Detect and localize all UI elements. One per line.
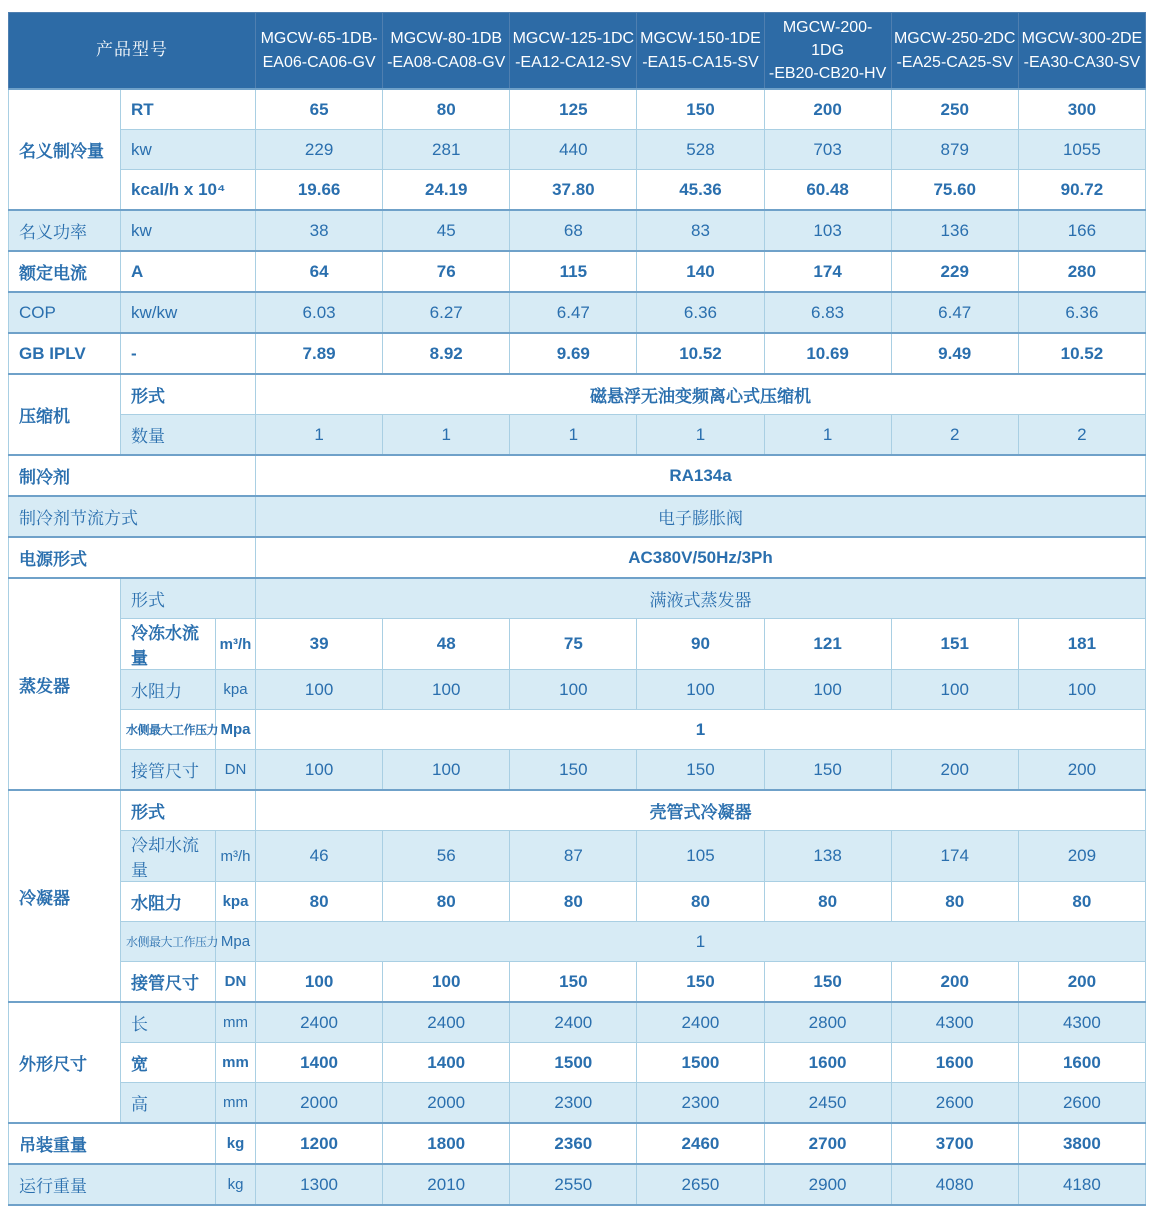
category-cell: 压缩机 — [9, 374, 121, 455]
table-row — [9, 831, 1146, 882]
value-cell: 2400 — [510, 1002, 637, 1043]
value-cell: 103 — [764, 210, 891, 251]
value-cell: 46 — [256, 831, 383, 882]
table-row — [9, 374, 1146, 415]
value-cell: 1600 — [891, 1043, 1018, 1083]
value-cell: 1600 — [764, 1043, 891, 1083]
value-cell: 150 — [510, 750, 637, 791]
value-cell: 125 — [510, 89, 637, 130]
table-row — [9, 292, 1146, 333]
table-row — [9, 455, 1146, 496]
value-cell: 150 — [637, 962, 764, 1003]
table-row — [9, 750, 1146, 791]
value-cell: 2450 — [764, 1083, 891, 1124]
value-cell: 209 — [1018, 831, 1145, 882]
row-label: 宽 — [121, 1043, 216, 1083]
value-cell: 1500 — [637, 1043, 764, 1083]
value-cell: 2460 — [637, 1123, 764, 1164]
unit-cell: Mpa — [216, 710, 256, 750]
value-cell: 2 — [1018, 415, 1145, 456]
unit-cell: DN — [216, 750, 256, 791]
value-cell: 138 — [764, 831, 891, 882]
model-name-line: MGCW-80-1DB — [390, 30, 503, 48]
unit-cell: A — [121, 251, 256, 292]
model-name-line: MGCW-250-2DC — [893, 30, 1016, 48]
value-cell: 1 — [256, 415, 383, 456]
value-cell: 100 — [256, 750, 383, 791]
model-name-line: -EA30-CA30-SV — [1023, 53, 1141, 71]
value-cell: 1600 — [1018, 1043, 1145, 1083]
value-cell: 181 — [1018, 619, 1145, 670]
value-cell: 2800 — [764, 1002, 891, 1043]
value-cell: 2400 — [256, 1002, 383, 1043]
value-cell: 37.80 — [510, 170, 637, 211]
value-cell: 1800 — [383, 1123, 510, 1164]
value-cell: 100 — [383, 962, 510, 1003]
value-cell: 64 — [256, 251, 383, 292]
unit-cell: kpa — [216, 882, 256, 922]
value-cell: 280 — [1018, 251, 1145, 292]
row-label: 水阻力 — [121, 670, 216, 710]
value-cell: 3700 — [891, 1123, 1018, 1164]
table-row — [9, 333, 1146, 374]
unit-cell: kw/kw — [121, 292, 256, 333]
unit-cell: mm — [216, 1083, 256, 1124]
value-cell: 6.27 — [383, 292, 510, 333]
value-cell: 100 — [383, 750, 510, 791]
table-row — [9, 170, 1146, 211]
value-cell: 136 — [891, 210, 1018, 251]
value-cell: 200 — [891, 962, 1018, 1003]
product-spec-table-wrap — [8, 12, 1146, 1206]
value-cell: 105 — [637, 831, 764, 882]
table-row — [9, 496, 1146, 537]
value-cell: 1500 — [510, 1043, 637, 1083]
value-cell: 879 — [891, 130, 1018, 170]
value-cell: 150 — [764, 750, 891, 791]
product-model-label: 产品型号 — [9, 13, 256, 90]
value-cell: 6.03 — [256, 292, 383, 333]
row-label: 制冷剂 — [9, 455, 256, 496]
value-cell: 80 — [383, 882, 510, 922]
model-header-5 — [891, 13, 1018, 90]
value-cell: 2360 — [510, 1123, 637, 1164]
value-cell: 150 — [637, 89, 764, 130]
model-name-line: MGCW-125-1DC — [512, 30, 635, 48]
value-cell: 80 — [891, 882, 1018, 922]
value-cell: 100 — [383, 670, 510, 710]
row-label: 水阻力 — [121, 882, 216, 922]
table-row — [9, 251, 1146, 292]
row-label: 吊装重量 — [9, 1123, 216, 1164]
table-row — [9, 962, 1146, 1003]
value-cell: 300 — [1018, 89, 1145, 130]
value-cell: 2400 — [637, 1002, 764, 1043]
model-name-line: EA06-CA06-GV — [262, 53, 376, 71]
category-cell: 冷凝器 — [9, 790, 121, 1002]
table-row — [9, 1164, 1146, 1205]
unit-cell: mm — [216, 1002, 256, 1043]
unit-cell: kpa — [216, 670, 256, 710]
unit-cell: m³/h — [216, 619, 256, 670]
value-cell: 45 — [383, 210, 510, 251]
row-label: 运行重量 — [9, 1164, 216, 1205]
unit-cell: DN — [216, 962, 256, 1003]
value-cell: 100 — [510, 670, 637, 710]
value-cell: 2300 — [637, 1083, 764, 1124]
value-cell: 200 — [1018, 750, 1145, 791]
value-cell: 24.19 — [383, 170, 510, 211]
value-cell: 80 — [637, 882, 764, 922]
table-row — [9, 537, 1146, 578]
value-cell: 2550 — [510, 1164, 637, 1205]
value-cell: 1 — [764, 415, 891, 456]
value-cell: 7.89 — [256, 333, 383, 374]
value-cell: 100 — [637, 670, 764, 710]
category-cell: 外形尺寸 — [9, 1002, 121, 1123]
value-cell: 9.49 — [891, 333, 1018, 374]
value-cell: 150 — [637, 750, 764, 791]
row-label: 数量 — [121, 415, 256, 456]
value-cell: 2400 — [383, 1002, 510, 1043]
value-cell: 1 — [383, 415, 510, 456]
value-cell: 2000 — [256, 1083, 383, 1124]
table-row — [9, 1043, 1146, 1083]
table-row — [9, 710, 1146, 750]
value-cell: 1 — [637, 415, 764, 456]
value-cell: 48 — [383, 619, 510, 670]
value-cell: 140 — [637, 251, 764, 292]
value-cell: 56 — [383, 831, 510, 882]
value-cell: 1400 — [383, 1043, 510, 1083]
value-cell: 2650 — [637, 1164, 764, 1205]
value-cell: 1200 — [256, 1123, 383, 1164]
model-name-line: -EA25-CA25-SV — [896, 53, 1013, 71]
span-value-cell: AC380V/50Hz/3Ph — [256, 537, 1146, 578]
value-cell: 75 — [510, 619, 637, 670]
model-header-4 — [764, 13, 891, 90]
row-label: 额定电流 — [9, 251, 121, 292]
value-cell: 200 — [1018, 962, 1145, 1003]
value-cell: 6.47 — [891, 292, 1018, 333]
value-cell: 80 — [256, 882, 383, 922]
row-label: RT — [121, 89, 256, 130]
value-cell: 68 — [510, 210, 637, 251]
value-cell: 87 — [510, 831, 637, 882]
header-row — [9, 13, 1146, 90]
unit-cell: kg — [216, 1164, 256, 1205]
value-cell: 60.48 — [764, 170, 891, 211]
row-label: GB IPLV — [9, 333, 121, 374]
model-name-line: MGCW-300-2DE — [1021, 30, 1143, 48]
table-row — [9, 578, 1146, 619]
value-cell: 150 — [764, 962, 891, 1003]
value-cell: 45.36 — [637, 170, 764, 211]
value-cell: 90.72 — [1018, 170, 1145, 211]
row-label: 电源形式 — [9, 537, 256, 578]
row-label: 接管尺寸 — [121, 962, 216, 1003]
value-cell: 6.36 — [637, 292, 764, 333]
row-label: kw — [121, 130, 256, 170]
span-value-cell: 磁悬浮无油变频离心式压缩机 — [256, 374, 1146, 415]
value-cell: 80 — [510, 882, 637, 922]
value-cell: 229 — [256, 130, 383, 170]
value-cell: 10.52 — [1018, 333, 1145, 374]
row-label: kcal/h x 10⁴ — [121, 170, 256, 211]
unit-cell: mm — [216, 1043, 256, 1083]
span-value-cell: 满液式蒸发器 — [256, 578, 1146, 619]
value-cell: 38 — [256, 210, 383, 251]
unit-cell: - — [121, 333, 256, 374]
row-label: 形式 — [121, 578, 256, 619]
value-cell: 440 — [510, 130, 637, 170]
model-name-line: MGCW-200-1DG — [782, 18, 873, 59]
value-cell: 528 — [637, 130, 764, 170]
row-label: 冷冻水流量 — [121, 619, 216, 670]
span-value-cell: 1 — [256, 922, 1146, 962]
value-cell: 1055 — [1018, 130, 1145, 170]
value-cell: 4080 — [891, 1164, 1018, 1205]
model-header-2 — [510, 13, 637, 90]
value-cell: 150 — [510, 962, 637, 1003]
value-cell: 100 — [1018, 670, 1145, 710]
value-cell: 4180 — [1018, 1164, 1145, 1205]
value-cell: 80 — [1018, 882, 1145, 922]
value-cell: 8.92 — [383, 333, 510, 374]
unit-cell: Mpa — [216, 922, 256, 962]
value-cell: 703 — [764, 130, 891, 170]
row-label: 接管尺寸 — [121, 750, 216, 791]
row-label: 冷却水流量 — [121, 831, 216, 882]
value-cell: 6.83 — [764, 292, 891, 333]
value-cell: 174 — [764, 251, 891, 292]
value-cell: 174 — [891, 831, 1018, 882]
row-label: 名义功率 — [9, 210, 121, 251]
row-label: 水侧最大工作压力 — [121, 922, 216, 962]
value-cell: 200 — [764, 89, 891, 130]
model-name-line: MGCW-65-1DB- — [260, 30, 378, 48]
value-cell: 39 — [256, 619, 383, 670]
category-cell: 名义制冷量 — [9, 89, 121, 210]
value-cell: 229 — [891, 251, 1018, 292]
value-cell: 90 — [637, 619, 764, 670]
value-cell: 2000 — [383, 1083, 510, 1124]
value-cell: 83 — [637, 210, 764, 251]
table-row — [9, 619, 1146, 670]
row-label: 水侧最大工作压力 — [121, 710, 216, 750]
value-cell: 6.47 — [510, 292, 637, 333]
table-row — [9, 670, 1146, 710]
value-cell: 4300 — [891, 1002, 1018, 1043]
value-cell: 1 — [510, 415, 637, 456]
value-cell: 2300 — [510, 1083, 637, 1124]
value-cell: 2010 — [383, 1164, 510, 1205]
table-row — [9, 89, 1146, 130]
span-value-cell: 1 — [256, 710, 1146, 750]
table-row — [9, 1123, 1146, 1164]
value-cell: 9.69 — [510, 333, 637, 374]
value-cell: 2600 — [1018, 1083, 1145, 1124]
value-cell: 1400 — [256, 1043, 383, 1083]
model-name-line: -EB20-CB20-HV — [768, 65, 887, 83]
value-cell: 3800 — [1018, 1123, 1145, 1164]
value-cell: 281 — [383, 130, 510, 170]
value-cell: 80 — [764, 882, 891, 922]
value-cell: 2 — [891, 415, 1018, 456]
row-label: 制冷剂节流方式 — [9, 496, 256, 537]
table-row — [9, 922, 1146, 962]
value-cell: 250 — [891, 89, 1018, 130]
unit-cell: kg — [216, 1123, 256, 1164]
model-name-line: -EA12-CA12-SV — [515, 53, 632, 71]
span-value-cell: RA134a — [256, 455, 1146, 496]
unit-cell: m³/h — [216, 831, 256, 882]
value-cell: 2600 — [891, 1083, 1018, 1124]
row-label: 形式 — [121, 790, 256, 831]
value-cell: 10.69 — [764, 333, 891, 374]
model-name-line: -EA08-CA08-GV — [387, 53, 506, 71]
value-cell: 76 — [383, 251, 510, 292]
span-value-cell: 电子膨胀阀 — [256, 496, 1146, 537]
value-cell: 121 — [764, 619, 891, 670]
value-cell: 100 — [256, 670, 383, 710]
table-row — [9, 210, 1146, 251]
table-row — [9, 130, 1146, 170]
value-cell: 166 — [1018, 210, 1145, 251]
span-value-cell: 壳管式冷凝器 — [256, 790, 1146, 831]
model-name-line: MGCW-150-1DE — [640, 30, 761, 48]
unit-cell: kw — [121, 210, 256, 251]
value-cell: 65 — [256, 89, 383, 130]
row-label: COP — [9, 292, 121, 333]
table-row — [9, 1002, 1146, 1043]
value-cell: 2700 — [764, 1123, 891, 1164]
row-label: 高 — [121, 1083, 216, 1124]
model-header-6 — [1018, 13, 1145, 90]
value-cell: 80 — [383, 89, 510, 130]
value-cell: 75.60 — [891, 170, 1018, 211]
model-header-0 — [256, 13, 383, 90]
value-cell: 100 — [764, 670, 891, 710]
table-row — [9, 882, 1146, 922]
row-label: 形式 — [121, 374, 256, 415]
value-cell: 2900 — [764, 1164, 891, 1205]
value-cell: 100 — [891, 670, 1018, 710]
model-name-line: -EA15-CA15-SV — [642, 53, 759, 71]
value-cell: 100 — [256, 962, 383, 1003]
value-cell: 19.66 — [256, 170, 383, 211]
value-cell: 4300 — [1018, 1002, 1145, 1043]
value-cell: 10.52 — [637, 333, 764, 374]
value-cell: 1300 — [256, 1164, 383, 1205]
category-cell: 蒸发器 — [9, 578, 121, 790]
value-cell: 151 — [891, 619, 1018, 670]
row-label: 长 — [121, 1002, 216, 1043]
product-spec-table — [8, 12, 1146, 1206]
value-cell: 6.36 — [1018, 292, 1145, 333]
table-row — [9, 415, 1146, 456]
model-header-3 — [637, 13, 764, 90]
value-cell: 115 — [510, 251, 637, 292]
value-cell: 200 — [891, 750, 1018, 791]
table-row — [9, 1083, 1146, 1124]
table-row — [9, 790, 1146, 831]
model-header-1 — [383, 13, 510, 90]
